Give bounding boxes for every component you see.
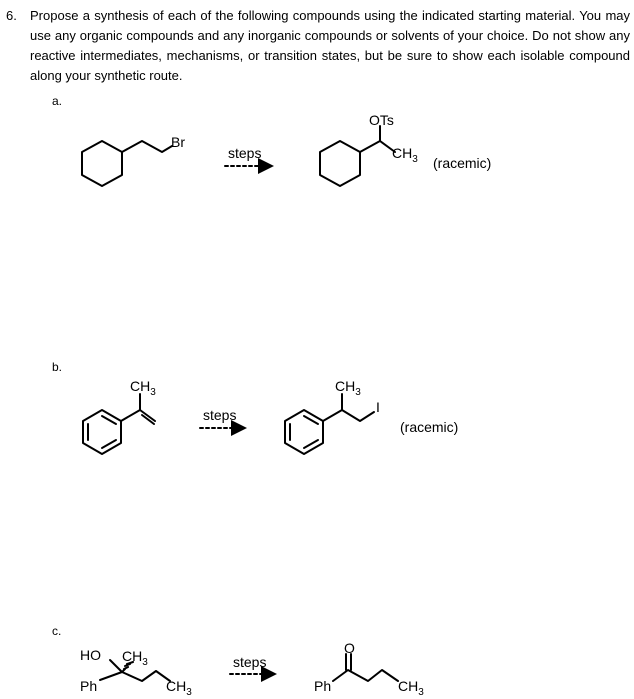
methyl-label — [392, 145, 418, 165]
methyl-ch: CH — [122, 648, 143, 664]
question-text: Propose a synthesis of each of the following compounds using the indicated starting material. You may use any organic compounds and any inorganic compounds or solvents of your choice. Do not show any reactive intermediates, mechanisms, or transition states, but be sure to show each isolable compound along your synthetic route. — [30, 8, 630, 83]
ph-bond — [100, 672, 122, 680]
end-methyl-label — [166, 678, 192, 698]
part-b-steps-label: steps — [203, 407, 237, 423]
vinyl-chain — [121, 410, 155, 421]
phenyl-label: Ph — [314, 678, 332, 694]
part-b-label: b. — [52, 360, 63, 374]
iodine-label: I — [376, 399, 380, 415]
ethyl-chain — [122, 671, 170, 681]
methyl-subscript: 3 — [150, 387, 156, 398]
methyl-subscript: 3 — [412, 154, 418, 165]
cyclohexane-ring — [320, 141, 360, 186]
part-a-racemic-note: (racemic) — [433, 155, 492, 171]
alkyl-chain — [323, 410, 374, 421]
part-a-steps-label: steps — [228, 145, 262, 161]
hydroxyl-label: HO — [80, 647, 101, 663]
ethyl-chain — [122, 141, 172, 152]
cyclohexane-ring — [82, 141, 122, 186]
part-b-racemic-note: (racemic) — [400, 419, 459, 435]
part-a-starting-material — [82, 134, 185, 186]
question-number: 6. — [6, 8, 17, 23]
side-chain — [360, 141, 395, 152]
part-b-starting-material — [83, 378, 156, 454]
methyl-ch: CH — [392, 145, 413, 161]
part-a-product — [320, 112, 491, 186]
bromine-label: Br — [171, 134, 185, 150]
part-a-arrow — [225, 145, 270, 166]
carbonyl-oxygen-label: O — [344, 640, 355, 656]
end-methyl-ch: CH — [398, 678, 419, 694]
ots-label: OTs — [369, 112, 394, 128]
methyl-ch: CH — [130, 378, 151, 394]
methyl-subscript: 3 — [355, 387, 361, 398]
end-methyl-subscript: 3 — [418, 687, 424, 698]
methyl-label — [335, 378, 361, 398]
part-c-product — [314, 640, 424, 698]
phenyl-label: Ph — [80, 678, 98, 694]
methyl-ch: CH — [335, 378, 356, 394]
part-c-arrow — [230, 654, 273, 674]
part-c-starting-material — [80, 647, 192, 698]
methyl-subscript: 3 — [142, 657, 148, 668]
end-methyl-ch: CH — [166, 678, 187, 694]
methyl-label — [130, 378, 156, 398]
part-b-product — [285, 378, 458, 454]
part-a-label: a. — [52, 94, 63, 108]
part-c-label: c. — [52, 624, 62, 638]
end-methyl-label — [398, 678, 424, 698]
carbon-chain — [333, 670, 398, 681]
oh-bond — [110, 660, 122, 672]
part-c-steps-label: steps — [233, 654, 267, 670]
end-methyl-subscript: 3 — [186, 687, 192, 698]
part-b-arrow — [200, 407, 243, 428]
